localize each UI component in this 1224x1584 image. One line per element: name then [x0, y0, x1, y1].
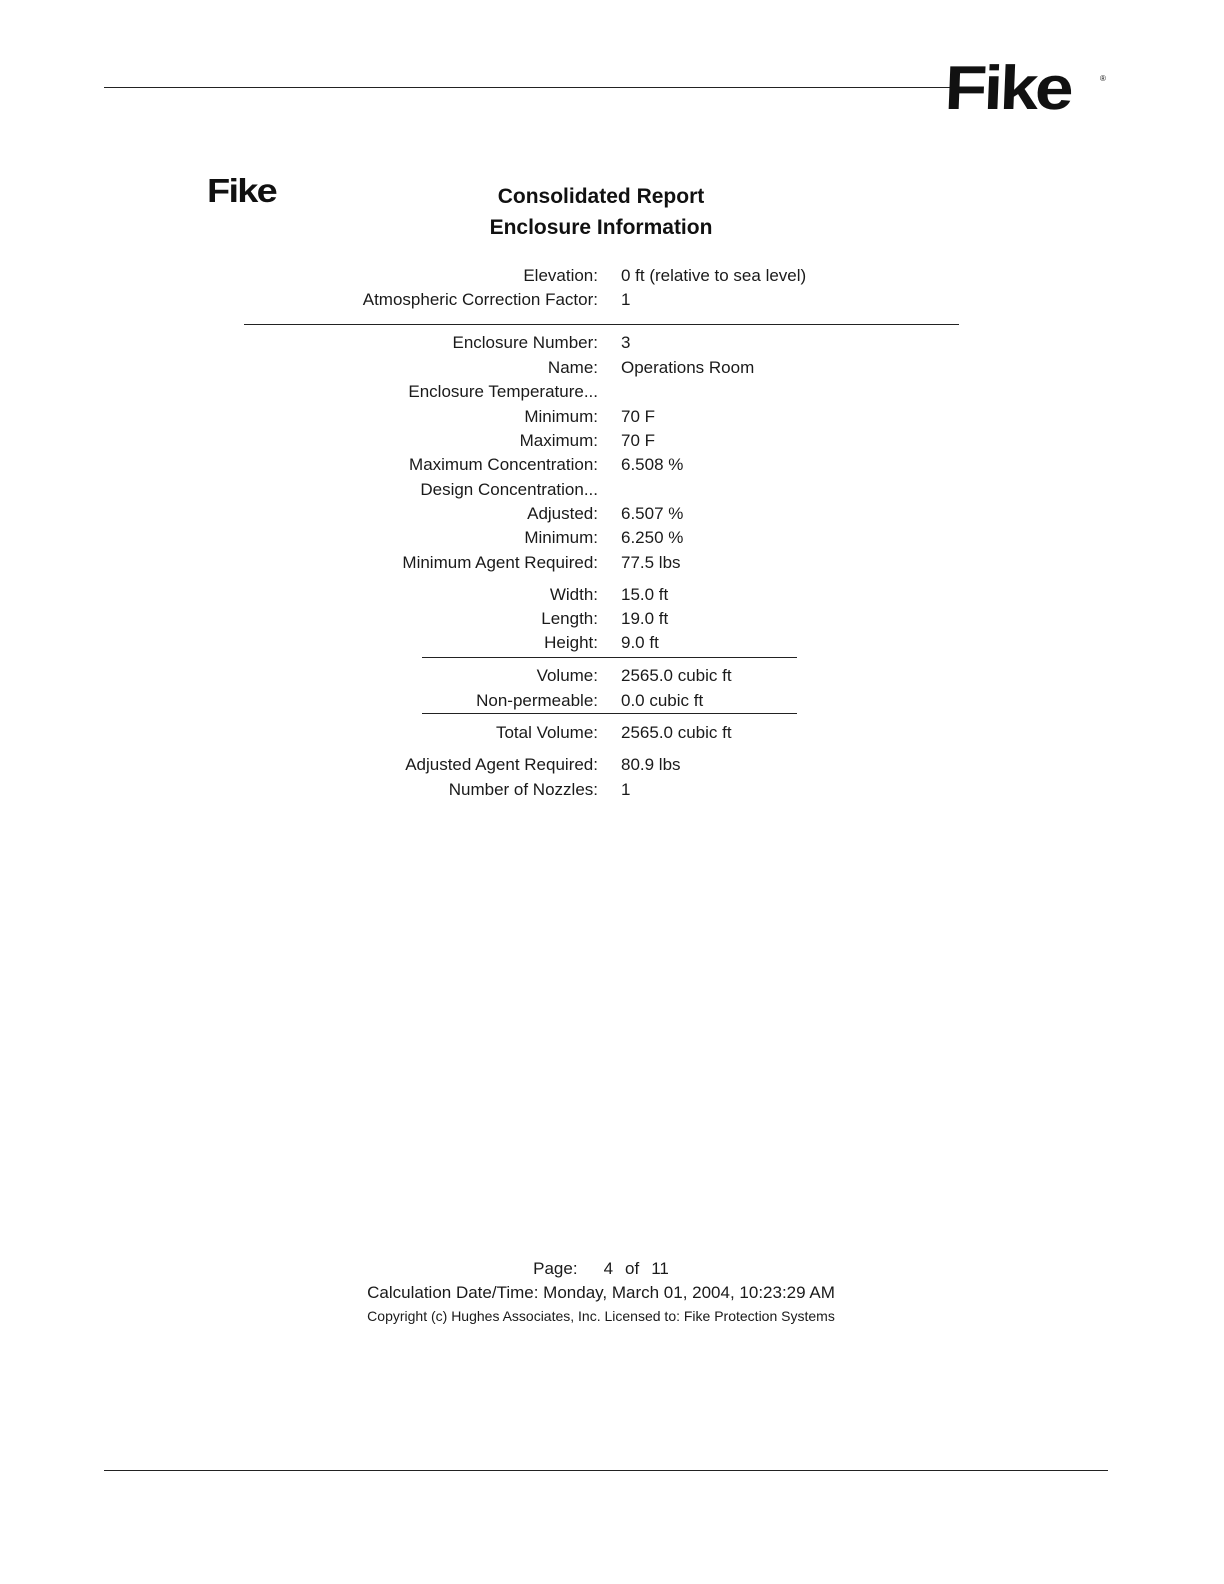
subtotal-divider [422, 657, 797, 658]
field-row [0, 266, 1224, 286]
field-label: Design Concentration... [420, 480, 598, 499]
field-value: 6.250 % [621, 528, 684, 547]
of-label: of [625, 1259, 640, 1278]
header-rule [104, 87, 950, 88]
calculation-datetime: Calculation Date/Time: Monday, March 01, 2004, 10:23:29 AM [367, 1283, 835, 1302]
field-row [0, 431, 1224, 451]
footer-rule [104, 1470, 1108, 1471]
page-number: 4 [603, 1259, 614, 1278]
field-row [0, 691, 1224, 711]
page-total: 11 [651, 1259, 669, 1278]
field-row [0, 455, 1224, 475]
field-label: Volume: [536, 666, 598, 685]
field-label: Minimum: [524, 407, 598, 426]
field-label: Length: [541, 609, 598, 628]
field-label: Non-permeable: [476, 691, 598, 710]
field-row [0, 290, 1224, 310]
field-label: Total Volume: [495, 723, 598, 742]
copyright-notice: Copyright (c) Hughes Associates, Inc. Licensed to: Fike Protection Systems [367, 1308, 835, 1324]
field-label: Atmospheric Correction Factor: [362, 290, 598, 309]
field-value: 3 [621, 333, 631, 352]
field-row [0, 755, 1224, 775]
field-value: 1 [621, 780, 631, 799]
field-row [0, 609, 1224, 629]
field-value: 0 ft (relative to sea level) [621, 266, 807, 285]
field-value: 1 [621, 290, 631, 309]
field-label: Enclosure Number: [452, 333, 598, 352]
section-divider [244, 324, 959, 325]
field-label: Width: [549, 585, 598, 604]
field-value: 0.0 cubic ft [621, 691, 704, 710]
total-divider [422, 713, 797, 714]
field-value: 77.5 lbs [621, 553, 681, 572]
field-row [0, 528, 1224, 548]
field-value: 6.507 % [621, 504, 684, 523]
field-row [0, 666, 1224, 686]
report-fike-logo: Fike [207, 172, 277, 209]
field-row [0, 382, 1224, 402]
page-label: Page: [533, 1259, 578, 1278]
field-value: 70 F [621, 431, 656, 450]
field-label: Maximum Concentration: [409, 455, 598, 474]
field-label: Minimum: [524, 528, 598, 547]
field-row [0, 407, 1224, 427]
field-value: 15.0 ft [621, 585, 669, 604]
field-row [0, 333, 1224, 353]
report-subtitle: Enclosure Information [489, 216, 713, 239]
field-label: Minimum Agent Required: [402, 553, 598, 572]
field-value: 2565.0 cubic ft [621, 723, 732, 742]
field-label: Number of Nozzles: [448, 780, 598, 799]
field-value: 80.9 lbs [621, 755, 681, 774]
field-row [0, 553, 1224, 573]
field-label: Adjusted Agent Required: [405, 755, 598, 774]
field-value: 6.508 % [621, 455, 684, 474]
field-label: Maximum: [519, 431, 598, 450]
field-value: 70 F [621, 407, 656, 426]
field-row [0, 780, 1224, 800]
field-label: Name: [547, 358, 598, 377]
field-value: 2565.0 cubic ft [621, 666, 732, 685]
field-row [0, 723, 1224, 743]
field-label: Elevation: [523, 266, 598, 285]
fike-logo: Fike [943, 54, 1072, 123]
report-title: Consolidated Report [497, 185, 705, 208]
field-row [0, 585, 1224, 605]
field-row [0, 504, 1224, 524]
field-row [0, 633, 1224, 653]
field-value: 9.0 ft [621, 633, 659, 652]
field-label: Height: [544, 633, 598, 652]
field-row [0, 480, 1224, 500]
registered-mark: ® [1100, 74, 1106, 83]
field-value: 19.0 ft [621, 609, 669, 628]
field-value: Operations Room [621, 358, 755, 377]
field-label: Adjusted: [527, 504, 598, 523]
field-row [0, 358, 1224, 378]
page-indicator [0, 1259, 1202, 1279]
field-label: Enclosure Temperature... [408, 382, 598, 401]
